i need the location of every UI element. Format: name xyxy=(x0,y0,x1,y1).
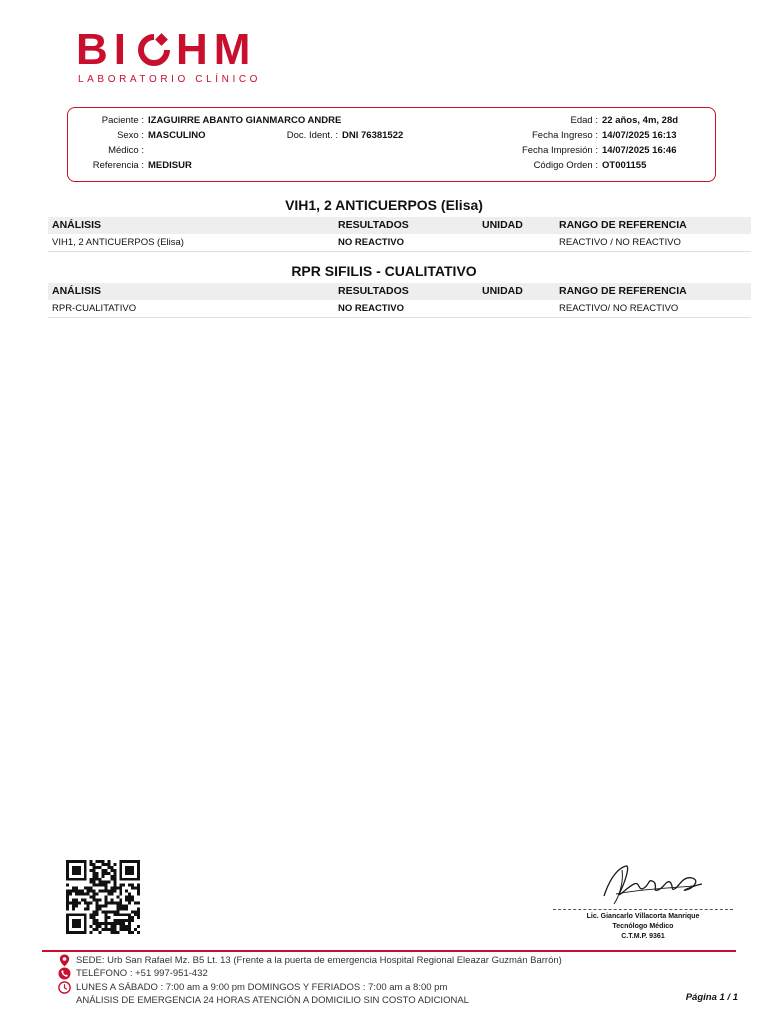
signer-name: Lic. Giancarlo Villacorta Manrique xyxy=(586,913,700,920)
table-row: VIH1, 2 ANTICUERPOS (Elisa) NO REACTIVO REACTIVO / NO REACTIVO xyxy=(48,235,751,252)
admission-date-field: Fecha Ingreso : 14/07/2025 16:13 xyxy=(531,130,677,141)
footer-address: SEDE: Urb San Rafael Mz. B5 Lt. 13 (Frente a la puerta de emergencia Hospital Regional Eleazar Guzmán Barrón) xyxy=(76,955,562,966)
patient-doctor-field: Médico : xyxy=(108,145,144,156)
patient-name-field: Paciente : IZAGUIRRE ABANTO GIANMARCO ANDRE xyxy=(101,115,342,126)
qr-code-icon[interactable] xyxy=(66,860,140,934)
footer-hours: LUNES A SÁBADO : 7:00 am a 9:00 pm DOMINGOS Y FERIADOS : 7:00 am a 8:00 pm xyxy=(76,982,448,993)
footer-phone: TELÉFONO : +51 997-951-432 xyxy=(76,968,208,979)
section-title-rpr: RPR SIFILIS - CUALITATIVO xyxy=(291,263,477,279)
section-title-vih: VIH1, 2 ANTICUERPOS (Elisa) xyxy=(285,197,483,213)
logo-wordmark: BI HM xyxy=(76,25,257,74)
lab-logo xyxy=(76,25,300,85)
table-header: ANÁLISIS RESULTADOS UNIDAD RANGO DE REFERENCIA xyxy=(48,217,751,234)
logo-subtitle: LABORATORIO CLÍNICO xyxy=(78,74,262,85)
location-pin-icon xyxy=(58,954,71,967)
patient-sex-field: Sexo : MASCULINO xyxy=(117,130,206,141)
print-date-field: Fecha Impresión : 14/07/2025 16:46 xyxy=(521,145,677,156)
signature-line xyxy=(553,909,733,910)
table-row: RPR-CUALITATIVO NO REACTIVO REACTIVO/ NO REACTIVO xyxy=(48,301,751,318)
signature-icon xyxy=(596,858,708,908)
footer-emergency-note: ANÁLISIS DE EMERGENCIA 24 HORAS ATENCIÓN A DOMICILIO SIN COSTO ADICIONAL xyxy=(76,995,469,1006)
order-code-field: Código Orden : OT001155 xyxy=(533,160,647,171)
patient-doc-field: Doc. Ident. : DNI 76381522 xyxy=(286,130,404,141)
signer-title: Tecnólogo Médico xyxy=(612,923,674,930)
logo-o-icon xyxy=(137,33,171,67)
footer-divider xyxy=(42,950,736,952)
signer-license: C.T.M.P. 9361 xyxy=(621,933,665,940)
patient-reference-field: Referencia : MEDISUR xyxy=(92,160,192,171)
patient-info-box xyxy=(67,107,716,182)
phone-icon xyxy=(58,967,71,980)
signature-block xyxy=(553,912,733,942)
table-header: ANÁLISIS RESULTADOS UNIDAD RANGO DE REFERENCIA xyxy=(48,283,751,300)
patient-age-field: Edad : 22 años, 4m, 28d xyxy=(570,115,679,126)
page-number: Página 1 / 1 xyxy=(685,992,738,1003)
clock-icon xyxy=(58,981,71,994)
